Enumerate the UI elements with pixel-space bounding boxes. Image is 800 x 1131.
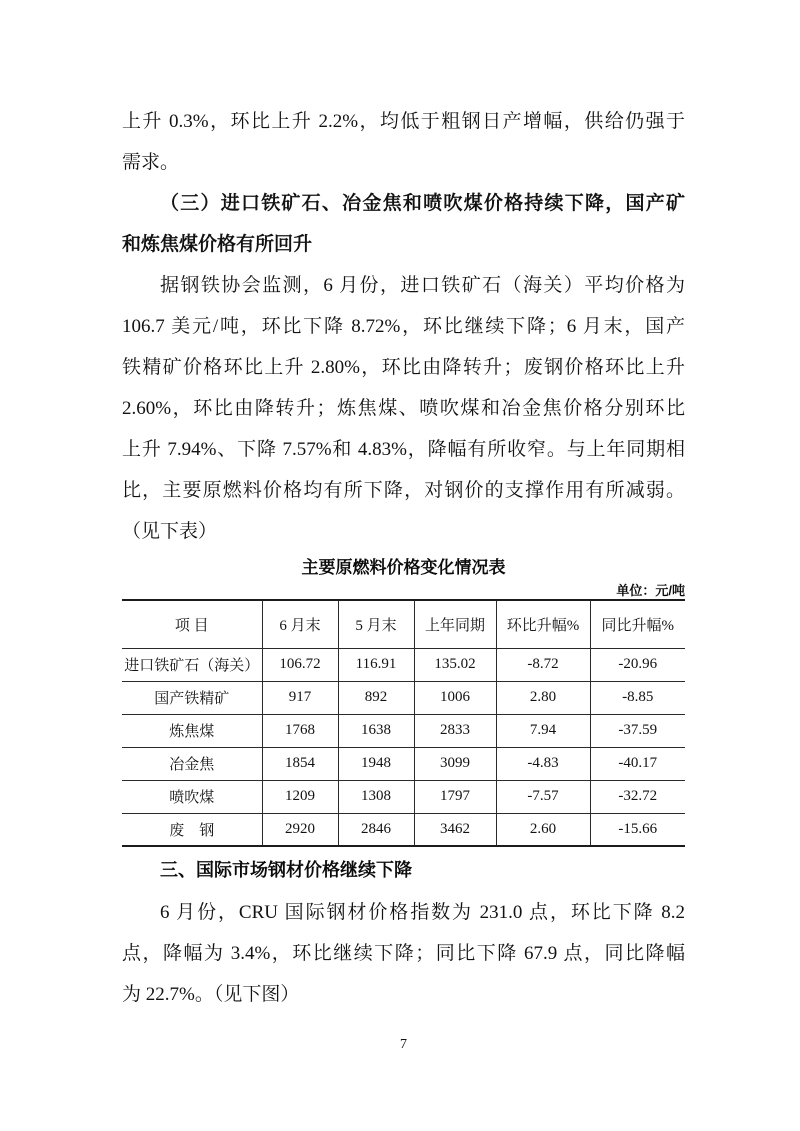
- table-row: [122, 648, 685, 681]
- cell-value: 1797: [414, 780, 496, 813]
- table-row: [122, 813, 685, 846]
- cell-value: 917: [262, 681, 338, 714]
- cell-value: -20.96: [590, 648, 685, 681]
- cell-value: 1948: [338, 747, 414, 780]
- cell-value: 1638: [338, 714, 414, 747]
- cell-value: 892: [338, 681, 414, 714]
- row-label: 喷吹煤: [122, 780, 262, 813]
- cell-value: 2.60: [496, 813, 590, 846]
- paragraph-line: 为 22.7%。（见下图）: [122, 984, 300, 1005]
- cell-value: -4.83: [496, 747, 590, 780]
- table-header-cell: 项 目: [122, 600, 262, 648]
- table-row: [122, 780, 685, 813]
- paragraph-line: 2.60%，环比由降转升；炼焦煤、喷吹煤和冶金焦价格分别环比: [122, 398, 685, 419]
- table-header-cell: 环比升幅%: [496, 600, 590, 648]
- table-header-cell: 同比升幅%: [590, 600, 685, 648]
- price-table: [122, 599, 685, 847]
- paragraph-line: 点，降幅为 3.4%，环比继续下降；同比下降 67.9 点，同比降幅: [122, 943, 685, 964]
- row-label: 国产铁精矿: [122, 681, 262, 714]
- page-content: [122, 101, 685, 1056]
- cell-value: 2833: [414, 714, 496, 747]
- table-header-row: [122, 600, 685, 648]
- paragraph-line: 6 月份，CRU 国际钢材价格指数为 231.0 点，环比下降 8.2: [160, 902, 685, 923]
- cell-value: -8.72: [496, 648, 590, 681]
- cell-value: 1308: [338, 780, 414, 813]
- cell-value: 2.80: [496, 681, 590, 714]
- cell-value: -15.66: [590, 813, 685, 846]
- cell-value: -8.85: [590, 681, 685, 714]
- paragraph-line: 铁精矿价格环比上升 2.80%，环比由降转升；废钢价格环比上升: [122, 357, 685, 378]
- table-header-cell: 5 月末: [338, 600, 414, 648]
- row-label: 炼焦煤: [122, 714, 262, 747]
- paragraph-line: 需求。: [122, 152, 180, 173]
- table-header-cell: 6 月末: [262, 600, 338, 648]
- paragraph-line: （见下表）: [122, 521, 218, 542]
- cell-value: -40.17: [590, 747, 685, 780]
- cell-value: 3462: [414, 813, 496, 846]
- sub-section-heading-line: 和炼焦煤价格有所回升: [122, 234, 313, 255]
- section-heading: 三、国际市场钢材价格继续下降: [160, 860, 412, 880]
- table-row: [122, 747, 685, 780]
- paragraph-line: 上升 0.3%，环比上升 2.2%，均低于粗钢日产增幅，供给仍强于: [122, 111, 685, 132]
- cell-value: 1209: [262, 780, 338, 813]
- cell-value: 1854: [262, 747, 338, 780]
- table-header-cell: 上年同期: [414, 600, 496, 648]
- cell-value: 106.72: [262, 648, 338, 681]
- cell-value: 7.94: [496, 714, 590, 747]
- page-number: 7: [400, 1037, 407, 1052]
- row-label: 废 钢: [169, 822, 215, 839]
- cell-value: 3099: [414, 747, 496, 780]
- paragraph-line: 106.7 美元/吨，环比下降 8.72%，环比继续下降；6 月末，国产: [122, 316, 685, 337]
- table-row: [122, 681, 685, 714]
- paragraph-line: 据钢铁协会监测，6 月份，进口铁矿石（海关）平均价格为: [160, 275, 685, 296]
- cell-value: 1768: [262, 714, 338, 747]
- paragraph-line: 比，主要原燃料价格均有所下降，对钢价的支撑作用有所减弱。: [122, 480, 685, 501]
- row-label: 冶金焦: [122, 747, 262, 780]
- cell-value: 2920: [262, 813, 338, 846]
- table-unit-label: 单位：元/吨: [616, 583, 685, 598]
- paragraph-line: 上升 7.94%、下降 7.57%和 4.83%，降幅有所收窄。与上年同期相: [122, 439, 685, 460]
- cell-value: 2846: [338, 813, 414, 846]
- cell-value: 116.91: [338, 648, 414, 681]
- sub-section-heading-line: （三）进口铁矿石、冶金焦和喷吹煤价格持续下降，国产矿: [160, 193, 685, 214]
- table-title: 主要原燃料价格变化情况表: [301, 558, 506, 577]
- cell-value: -32.72: [590, 780, 685, 813]
- cell-value: 1006: [414, 681, 496, 714]
- table-body: [122, 648, 685, 846]
- row-label: 进口铁矿石（海关）: [122, 648, 262, 681]
- cell-value: 135.02: [414, 648, 496, 681]
- cell-value: -7.57: [496, 780, 590, 813]
- table-row: [122, 714, 685, 747]
- cell-value: -37.59: [590, 714, 685, 747]
